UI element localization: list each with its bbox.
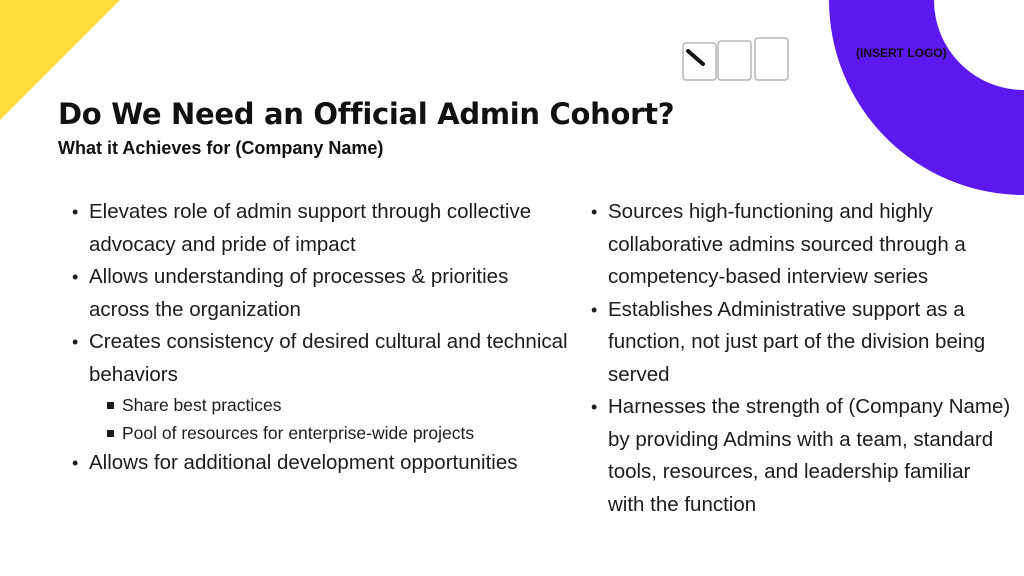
- sub-bullet-list: [89, 391, 572, 447]
- bullet-item-with-subitems: [72, 326, 572, 447]
- right-bullet-list: [591, 196, 1011, 521]
- logo-placeholder: (INSERT LOGO): [856, 46, 947, 60]
- bullet-item: • Allows for additional development opportunities: [72, 447, 572, 480]
- pencil-stroke-icon: [688, 51, 703, 64]
- bullet-item: • Allows understanding of processes & priorities across the organization: [72, 261, 572, 326]
- bullet-item: • Establishes Administrative support as a function, not just part of the division being served: [591, 294, 1011, 392]
- purple-arc-shape: [829, 0, 1024, 195]
- subtitle-company: Company Name: [241, 138, 378, 158]
- page-title: Do We Need an Official Admin Cohort?: [58, 97, 675, 131]
- sub-bullet-item: Pool of resources for enterprise-wide projects: [105, 419, 572, 447]
- bullet-text: Creates consistency of desired cultural and technical behaviors: [89, 330, 568, 386]
- subtitle-prefix: What it Achieves for (: [58, 138, 242, 158]
- sub-bullet-item: Share best practices: [105, 391, 572, 419]
- subtitle-suffix: ): [377, 138, 384, 158]
- left-bullet-list: [72, 196, 572, 480]
- page-subtitle: [58, 138, 383, 159]
- bullet-item: • Harnesses the strength of (Company Name) by providing Admins with a team, standard tools, resources, and leadership familiar with the function: [591, 391, 1011, 521]
- bullet-item: • Sources high-functioning and highly collaborative admins sourced through a competency-based interview series: [591, 196, 1011, 294]
- bullet-item: • Elevates role of admin support through collective advocacy and pride of impact: [72, 196, 572, 261]
